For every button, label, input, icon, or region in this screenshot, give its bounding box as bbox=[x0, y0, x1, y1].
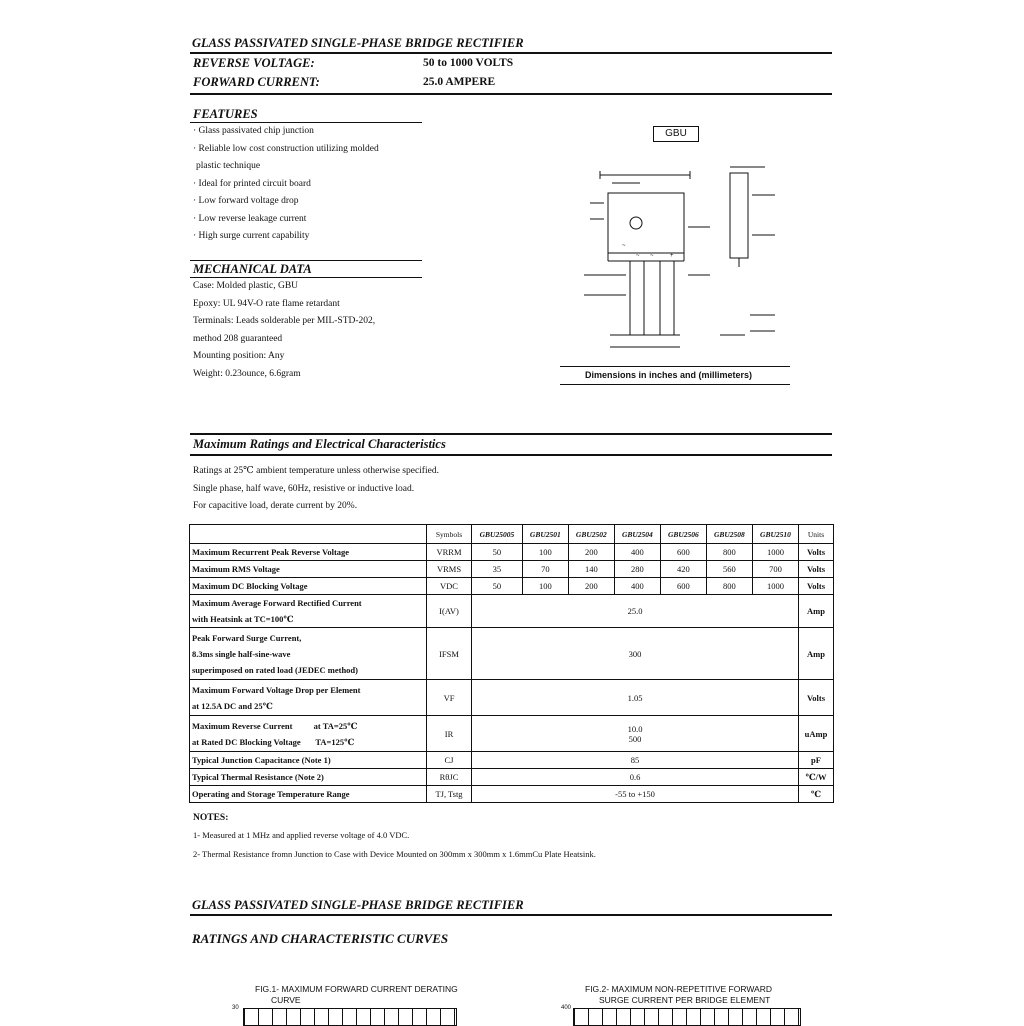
row-label bbox=[190, 628, 427, 680]
row-value-cell bbox=[472, 769, 799, 786]
fig2-chart-grid bbox=[573, 1008, 801, 1026]
fig1-title-line1: FIG.1- MAXIMUM FORWARD CURRENT DERATING bbox=[255, 984, 458, 994]
ratings-line: Ratings at 25℃ ambient temperature unless otherwise specified. bbox=[193, 466, 439, 476]
row-label: Maximum DC Blocking Voltage bbox=[190, 578, 427, 595]
row-unit: pF bbox=[799, 752, 834, 769]
ratings-line: For capacitive load, derate current by 20%. bbox=[193, 501, 358, 511]
row-value-cell bbox=[472, 680, 799, 716]
row-unit: Volts bbox=[799, 544, 834, 561]
row-value: 300 bbox=[628, 648, 642, 659]
row-symbol: CJ bbox=[427, 752, 472, 769]
fig2-axis-label: 400 bbox=[561, 1005, 572, 1011]
row-value-cell bbox=[472, 752, 799, 769]
row-symbol: IFSM bbox=[427, 628, 472, 680]
row-value: 50 bbox=[472, 544, 523, 561]
reverse-voltage-label: REVERSE VOLTAGE: bbox=[193, 56, 315, 70]
row-symbol: I(AV) bbox=[427, 595, 472, 628]
row-label bbox=[190, 716, 427, 752]
features-title: FEATURES bbox=[193, 107, 258, 121]
svg-text:~: ~ bbox=[622, 243, 626, 249]
svg-text:+: + bbox=[670, 253, 674, 259]
row-value: 85 bbox=[630, 755, 640, 765]
row-value-cell bbox=[472, 716, 799, 752]
mechanical-list bbox=[193, 278, 375, 383]
row-label-line: Maximum Reverse Current at TA=25℃ bbox=[192, 720, 358, 731]
feature-item: · High surge current capability bbox=[193, 231, 310, 241]
row-unit: Amp bbox=[799, 628, 834, 680]
row-symbol: TJ, Tstg bbox=[427, 786, 472, 803]
row-value: 1000 bbox=[752, 544, 798, 561]
row-unit: Volts bbox=[799, 578, 834, 595]
row-label-line: at 12.5A DC and 25℃ bbox=[192, 700, 273, 711]
table-row bbox=[190, 680, 834, 716]
caption-top-rule bbox=[560, 366, 790, 367]
row-value: 50 bbox=[472, 578, 523, 595]
feature-item: · Glass passivated chip junction bbox=[193, 126, 314, 136]
package-name-box: GBU bbox=[653, 126, 699, 142]
table-row bbox=[190, 595, 834, 628]
table-header-cell: Units bbox=[799, 525, 834, 544]
row-value: 35 bbox=[472, 561, 523, 578]
reverse-voltage-value: 50 to 1000 VOLTS bbox=[423, 57, 514, 69]
row-label-line: Operating and Storage Temperature Range bbox=[192, 789, 350, 799]
page2-subtitle: RATINGS AND CHARACTERISTIC CURVES bbox=[192, 931, 449, 946]
row-symbol: VRMS bbox=[427, 561, 472, 578]
fig1-chart-grid bbox=[243, 1008, 457, 1026]
row-value: 0.6 bbox=[629, 772, 641, 782]
mechanical-title: MECHANICAL DATA bbox=[193, 262, 312, 276]
feature-item: · Low forward voltage drop bbox=[193, 196, 299, 206]
svg-text:~: ~ bbox=[650, 253, 654, 259]
svg-text:~: ~ bbox=[636, 253, 640, 259]
header-rule bbox=[190, 93, 832, 95]
table-header-cell: GBU25005 bbox=[472, 525, 523, 544]
feature-item: · Ideal for printed circuit board bbox=[193, 178, 311, 189]
row-value: 600 bbox=[660, 578, 706, 595]
row-value: -55 to +150 bbox=[615, 789, 655, 799]
mechanical-item: Mounting position: Any bbox=[193, 351, 285, 361]
mechanical-item: Case: Molded plastic, GBU bbox=[193, 281, 299, 291]
row-value: 100 bbox=[522, 544, 568, 561]
row-value: 140 bbox=[568, 561, 614, 578]
row-value: 10.0 bbox=[627, 723, 643, 734]
note-item: 2- Thermal Resistance fromn Junction to Case with Device Mounted on 300mm x 300mm x 1.6mmCu Plate Heatsink. bbox=[193, 849, 596, 859]
row-value: 420 bbox=[660, 561, 706, 578]
table-row bbox=[190, 716, 834, 752]
row-label-line: 8.3ms single half-sine-wave bbox=[192, 648, 291, 659]
row-symbol: VRRM bbox=[427, 544, 472, 561]
note-item: 1- Measured at 1 MHz and applied reverse voltage of 4.0 VDC. bbox=[193, 830, 410, 840]
row-label-line: with Heatsink at TC=100℃ bbox=[192, 614, 294, 624]
row-label bbox=[190, 769, 427, 786]
ratings-title: Maximum Ratings and Electrical Characteristics bbox=[193, 437, 446, 451]
row-value: 1000 bbox=[752, 578, 798, 595]
row-label: Maximum RMS Voltage bbox=[190, 561, 427, 578]
row-value: 200 bbox=[568, 544, 614, 561]
fig1-axis-label: 30 bbox=[232, 1005, 239, 1011]
row-label bbox=[190, 752, 427, 769]
row-symbol: IR bbox=[427, 716, 472, 752]
row-value: 1.05 bbox=[627, 692, 643, 703]
ratings-table bbox=[189, 524, 834, 803]
features-list bbox=[193, 123, 379, 246]
dimensions-caption: Dimensions in inches and (millimeters) bbox=[585, 370, 753, 380]
caption-bottom-rule bbox=[560, 384, 790, 385]
row-symbol: VDC bbox=[427, 578, 472, 595]
row-unit: Amp bbox=[799, 595, 834, 628]
row-value: 200 bbox=[568, 578, 614, 595]
row-label: Maximum Recurrent Peak Reverse Voltage bbox=[190, 544, 427, 561]
row-value: 800 bbox=[706, 578, 752, 595]
row-label bbox=[190, 786, 427, 803]
row-label-line: Maximum Average Forward Rectified Current bbox=[192, 598, 362, 608]
page2-title: GLASS PASSIVATED SINGLE-PHASE BRIDGE RECTIFIER bbox=[192, 898, 524, 912]
row-label-line: at Rated DC Blocking Voltage TA=125℃ bbox=[192, 736, 355, 747]
notes-title: NOTES: bbox=[193, 813, 229, 823]
row-symbol: RθJC bbox=[427, 769, 472, 786]
table-header-cell: Symbols bbox=[427, 525, 472, 544]
table-row bbox=[190, 786, 834, 803]
table-header-row bbox=[190, 525, 834, 544]
fig1-title-line2: CURVE bbox=[271, 995, 301, 1005]
table-row bbox=[190, 769, 834, 786]
row-value: 70 bbox=[522, 561, 568, 578]
forward-current-label: FORWARD CURRENT: bbox=[193, 75, 320, 89]
mechanical-item: Terminals: Leads solderable per MIL-STD-202, bbox=[193, 316, 376, 326]
table-header-cell: GBU2510 bbox=[752, 525, 798, 544]
fig2-title-line1: FIG.2- MAXIMUM NON-REPETITIVE FORWARD bbox=[585, 984, 773, 994]
mechanical-item: Weight: 0.23ounce, 6.6gram bbox=[193, 368, 301, 379]
document-title: GLASS PASSIVATED SINGLE-PHASE BRIDGE RECTIFIER bbox=[192, 36, 524, 50]
row-label-line: Typical Junction Capacitance (Note 1) bbox=[192, 755, 331, 765]
table-header-cell: GBU2508 bbox=[706, 525, 752, 544]
row-unit: ℃/W bbox=[799, 769, 834, 786]
row-value: 400 bbox=[614, 578, 660, 595]
row-value: 25.0 bbox=[627, 606, 643, 616]
table-row bbox=[190, 752, 834, 769]
row-value: 500 bbox=[628, 733, 642, 744]
row-label bbox=[190, 680, 427, 716]
row-value: 700 bbox=[752, 561, 798, 578]
table-header-cell: GBU2501 bbox=[522, 525, 568, 544]
row-value-cell bbox=[472, 628, 799, 680]
row-value-cell bbox=[472, 786, 799, 803]
row-value: 400 bbox=[614, 544, 660, 561]
feature-item: · Low reverse leakage current bbox=[193, 213, 307, 224]
row-value: 600 bbox=[660, 544, 706, 561]
row-symbol: VF bbox=[427, 680, 472, 716]
table-header-cell: GBU2502 bbox=[568, 525, 614, 544]
row-unit: ℃ bbox=[799, 786, 834, 803]
row-label-line: Typical Thermal Resistance (Note 2) bbox=[192, 772, 324, 782]
feature-item: · Reliable low cost construction utilizing molded bbox=[193, 143, 379, 154]
package-dimension-drawing bbox=[570, 155, 800, 370]
table-row bbox=[190, 628, 834, 680]
table-row bbox=[190, 544, 834, 561]
table-header-cell: GBU2506 bbox=[660, 525, 706, 544]
row-unit: Volts bbox=[799, 561, 834, 578]
title-rule bbox=[190, 52, 832, 54]
table-header-cell: GBU2504 bbox=[614, 525, 660, 544]
page2-title-rule bbox=[190, 914, 832, 916]
mechanical-top-rule bbox=[190, 260, 422, 261]
ratings-line: Single phase, half wave, 60Hz, resistive or inductive load. bbox=[193, 483, 415, 494]
row-label-line: Maximum Forward Voltage Drop per Element bbox=[192, 684, 361, 695]
row-value: 280 bbox=[614, 561, 660, 578]
row-unit: Volts bbox=[799, 680, 834, 716]
fig2-title-line2: SURGE CURRENT PER BRIDGE ELEMENT bbox=[599, 995, 771, 1005]
table-row bbox=[190, 561, 834, 578]
table-row bbox=[190, 578, 834, 595]
row-label-line: Peak Forward Surge Current, bbox=[192, 632, 302, 643]
row-label-line: superimposed on rated load (JEDEC method) bbox=[192, 664, 358, 675]
row-label bbox=[190, 595, 427, 628]
row-value: 560 bbox=[706, 561, 752, 578]
mechanical-item: method 208 guaranteed bbox=[193, 333, 283, 344]
row-value-cell bbox=[472, 595, 799, 628]
feature-item: plastic technique bbox=[196, 161, 261, 171]
mechanical-item: Epoxy: UL 94V-O rate flame retardant bbox=[193, 298, 340, 309]
table-header-cell bbox=[190, 525, 427, 544]
ratings-top-rule bbox=[190, 433, 832, 435]
row-value: 100 bbox=[522, 578, 568, 595]
forward-current-value: 25.0 AMPERE bbox=[423, 76, 496, 88]
ratings-conditions bbox=[193, 463, 439, 516]
ratings-rule bbox=[190, 454, 832, 456]
row-unit: uAmp bbox=[799, 716, 834, 752]
row-value: 800 bbox=[706, 544, 752, 561]
